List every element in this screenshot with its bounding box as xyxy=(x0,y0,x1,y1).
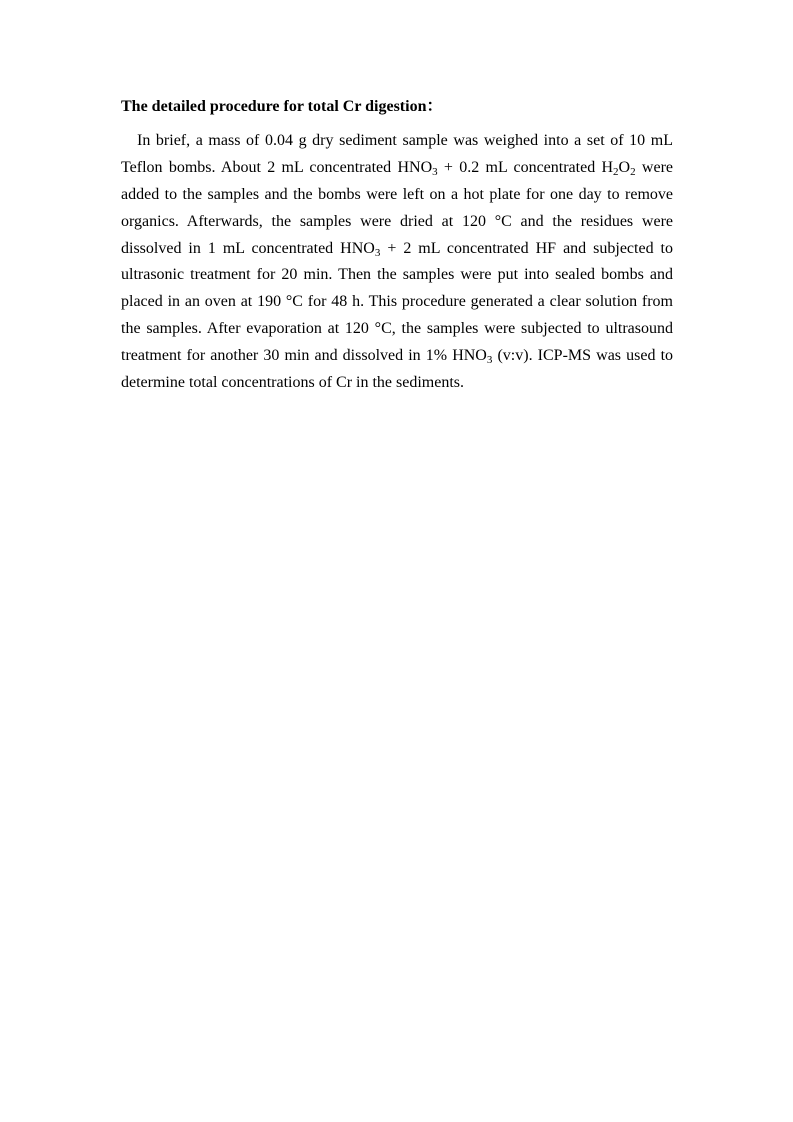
section-heading: The detailed procedure for total Cr digestion： xyxy=(121,98,443,115)
paragraph-line: ultrasonic treatment for 20 min. Then the samples were put into sealed bombs and xyxy=(121,266,673,284)
paragraph-line: the samples. After evaporation at 120 °C, the samples were subjected to ultrasound xyxy=(121,320,673,338)
paragraph-line: added to the samples and the bombs were left on a hot plate for one day to remove xyxy=(121,185,673,203)
paragraph-line: treatment for another 30 min and dissolved in 1% $HNO_3$ (v:v). ICP-MS was used to xyxy=(121,347,674,367)
paragraph-line: dissolved in 1 mL concentrated $HNO_3 + 2$ mL concentrated HF and subjected to xyxy=(121,239,673,259)
procedure-paragraph xyxy=(121,128,673,397)
paragraph-line: In brief, a mass of 0.04 g dry sediment sample was weighed into a set of 10 mL xyxy=(137,132,673,149)
paragraph-line: organics. Afterwards, the samples were dried at 120 °C and the residues were xyxy=(121,212,673,230)
paragraph-line: Teflon bombs. About 2 mL concentrated $HNO_3 + 0.2$ mL concentrated $H_2O_2$ were xyxy=(121,158,673,178)
paragraph-line: placed in an oven at 190 °C for 48 h. This procedure generated a clear solution from xyxy=(121,293,673,311)
paragraph-line: determine total concentrations of Cr in the sediments. xyxy=(121,374,465,392)
